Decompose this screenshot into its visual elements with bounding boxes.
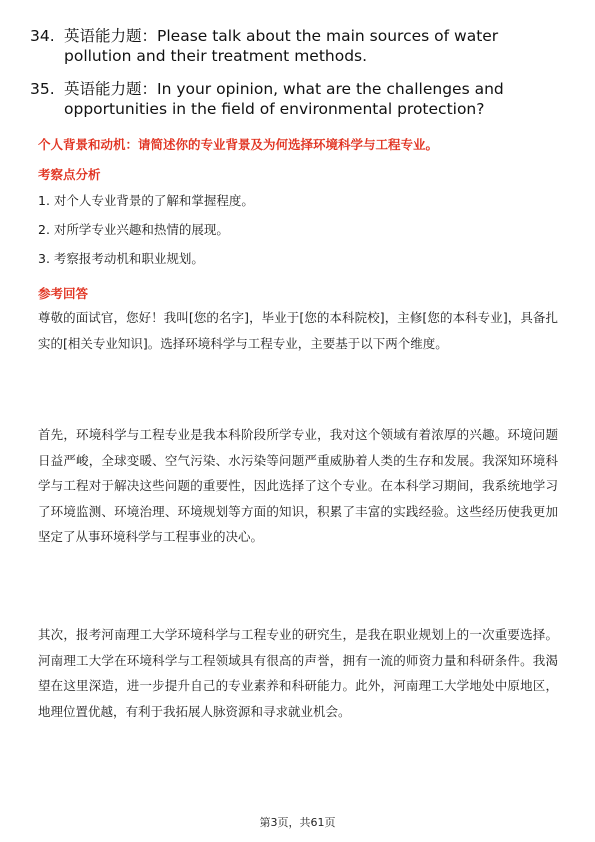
analysis-title: 考察点分析 <box>38 167 101 182</box>
question-number: 35. <box>30 80 55 98</box>
question-item-34 <box>30 26 550 66</box>
analysis-point: 2. 对所学专业兴趣和热情的展现。 <box>38 222 229 237</box>
answer-paragraph: 其次，报考河南理工大学环境科学与工程专业的研究生，是我在职业规划上的一次重要选择。河南理工大学在环境科学与工程领域具有很高的声誉，拥有一流的师资力量和科研条件。我渴望在这里深造，进一步提升自己的专业素养和科研能力。此外，河南理工大学地处中原地区，地理位置优越，有利于我拓展人脉资源和寻求就业机会。 <box>38 627 558 719</box>
question-text: 英语能力题：Please talk about the main sources of water pollution and their treatment methods. <box>64 27 499 65</box>
answer-paragraph: 尊敬的面试官，您好！我叫[您的名字]，毕业于[您的本科院校]，主修[您的本科专业]，具备扎实的[相关专业知识]。选择环境科学与工程专业，主要基于以下两个维度。 <box>38 310 558 351</box>
question-number: 34. <box>30 27 55 45</box>
answer-paragraph: 首先，环境科学与工程专业是我本科阶段所学专业，我对这个领域有着浓厚的兴趣。环境问题日益严峻，全球变暖、空气污染、水污染等问题严重威胁着人类的生存和发展。我深知环境科学与工程对于解决这些问题的重要性，因此选择了这个专业。在本科学习期间，我系统地学习了环境监测、环境治理、环境规划等方面的知识，积累了丰富的实践经验。这些经历使我更加坚定了从事环境科学与工程事业的决心。 <box>38 427 558 544</box>
question-heading: 个人背景和动机：请简述你的专业背景及为何选择环境科学与工程专业。 <box>38 137 439 152</box>
page-number: 第3页，共61页 <box>259 816 336 829</box>
answer-title: 参考回答 <box>38 286 89 301</box>
question-item-35 <box>30 79 550 119</box>
analysis-point: 1. 对个人专业背景的了解和掌握程度。 <box>38 193 254 208</box>
question-text: 英语能力题：In your opinion, what are the challenges and opportunities in the field of environmental protection? <box>64 80 504 118</box>
analysis-point: 3. 考察报考动机和职业规划。 <box>38 251 204 266</box>
